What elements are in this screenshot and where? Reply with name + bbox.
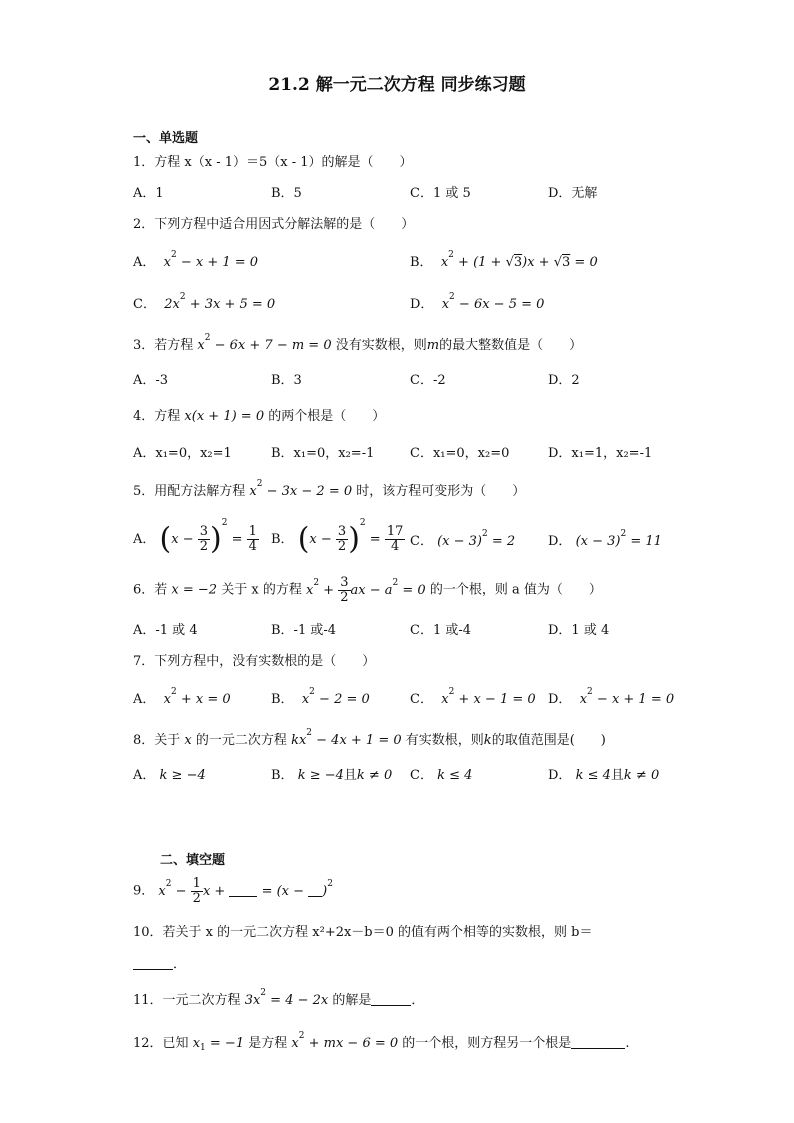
equation: $x^2 - 3x - 2 = 0$ bbox=[249, 479, 353, 499]
equation: $(x - 3)^2 = 11$ bbox=[575, 529, 662, 549]
question-1-option-b[interactable]: B．5 bbox=[271, 186, 302, 201]
equation: (x − $\frac{3}{2}$ )$^2$ = $\frac{17}{4}$ bbox=[297, 518, 404, 557]
question-4-stem: 4．方程 x(x + 1) = 0 的两个根是（ ） bbox=[133, 409, 386, 424]
answer-blank[interactable] bbox=[229, 884, 257, 897]
option-label: D． bbox=[410, 297, 434, 312]
page-title: 21.2 解一元二次方程 同步练习题 bbox=[268, 75, 526, 95]
question-4-option-b[interactable]: B．x₁=0，x₂=-1 bbox=[271, 446, 375, 461]
question-8-option-a[interactable]: A． k ≥ −4 bbox=[133, 768, 206, 783]
variable-x: x bbox=[184, 733, 192, 748]
question-3-stem: 3．若方程 $x^2 - 6x + 7 - m = 0$ 没有实数根，则m的最大整数值是（ ） bbox=[133, 333, 583, 353]
inequality: k ≥ −4 bbox=[159, 768, 206, 783]
equation: $x^2 - 6x - 5 = 0$ bbox=[437, 292, 545, 312]
answer-blank[interactable] bbox=[571, 1036, 625, 1049]
question-7-stem: 7．下列方程中，没有实数根的是（ ） bbox=[133, 654, 376, 669]
question-7-option-a[interactable]: A． $x^2 + x = 0$ bbox=[133, 687, 231, 707]
equation: (x − $\frac{3}{2}$ )$^2$ = $\frac{1}{4}$ bbox=[159, 518, 257, 557]
question-8-stem: 8．关于 x 的一元二次方程 $kx^2 - 4x + 1 = 0$ 有实数根，则k的取值范围是( ) bbox=[133, 728, 606, 748]
question-4-option-c[interactable]: C．x₁=0，x₂=0 bbox=[410, 446, 510, 461]
equation: $x_1 = -1$ bbox=[192, 1036, 245, 1053]
question-2-option-a[interactable] bbox=[133, 250, 258, 270]
question-3-option-a[interactable]: A．-3 bbox=[133, 373, 169, 388]
question-2-option-b[interactable] bbox=[410, 250, 598, 270]
answer-blank[interactable] bbox=[133, 957, 173, 970]
equation: x(x + 1) = 0 bbox=[184, 409, 265, 424]
equation: $2x^2 + 3x + 5 = 0$ bbox=[160, 292, 276, 312]
answer-blank[interactable] bbox=[371, 993, 411, 1006]
question-6-option-b[interactable]: B．-1 或-4 bbox=[271, 623, 337, 638]
equation: $x^2 + (1 + √3)x + √3 = 0$ bbox=[436, 250, 598, 270]
question-12-stem: 12．已知 $x_1 = -1$ 是方程 $x^2$ + mx − 6 = 0 的一个根，则方程另一个根是 . bbox=[133, 1031, 630, 1053]
question-8-option-b[interactable]: B． k ≥ −4且k ≠ 0 bbox=[271, 768, 393, 783]
equation: $x^2 + x = 0$ bbox=[159, 687, 231, 707]
question-1-option-d[interactable]: D．无解 bbox=[548, 186, 598, 201]
question-8-option-d[interactable]: D． k ≤ 4且k ≠ 0 bbox=[548, 768, 660, 783]
question-11-stem: 11．一元二次方程 $3x^2 = 4 - 2x$ 的解是 ． bbox=[133, 988, 425, 1008]
equation: $x^2 - x + 1 = 0$ bbox=[575, 687, 675, 707]
question-2-stem: 2．下列方程中适合用因式分解法解的是（ ） bbox=[133, 217, 415, 232]
question-8-option-c[interactable]: C． k ≤ 4 bbox=[410, 768, 473, 783]
question-5-option-d[interactable]: D． $(x - 3)^2 = 11$ bbox=[548, 529, 662, 549]
option-label: B． bbox=[410, 255, 433, 270]
question-4-option-d[interactable]: D．x₁=1，x₂=-1 bbox=[548, 446, 653, 461]
option-label: C． bbox=[133, 297, 156, 312]
section-heading-fill-in: 二、填空题 bbox=[160, 853, 226, 868]
question-5-stem: 5．用配方法解方程 $x^2 - 3x - 2 = 0$ 时，该方程可变形为（ ） bbox=[133, 479, 526, 499]
question-10-stem: 10．若关于 x 的一元二次方程 x²+2x－b＝0 的值有两个相等的实数根，则 b＝ bbox=[133, 925, 593, 940]
question-1-option-c[interactable]: C．1 或 5 bbox=[410, 186, 471, 201]
question-3-option-d[interactable]: D．2 bbox=[548, 373, 580, 388]
question-7-option-b[interactable]: B． $x^2 - 2 = 0$ bbox=[271, 687, 370, 707]
equation: $3x^2 = 4 - 2x$ bbox=[244, 988, 329, 1008]
equation: $x^2$ + $\frac{3}{2}$ ax − $a^2 = 0$ bbox=[305, 575, 426, 605]
inequality: k ≤ 4且k ≠ 0 bbox=[575, 768, 660, 783]
answer-blank[interactable] bbox=[308, 884, 322, 897]
equation: $x^2 - x + 1 = 0$ bbox=[159, 250, 259, 270]
question-9-stem: 9． $x^2$ − $\frac{1}{2}$ x + = $(x - )^2$ bbox=[133, 876, 333, 906]
question-5-option-b[interactable]: B． (x − $\frac{3}{2}$ )$^2$ = $\frac{17}{4}$ bbox=[271, 518, 404, 557]
equation: $(x - 3)^2 = 2$ bbox=[437, 529, 516, 549]
question-10-blank-line: ． bbox=[133, 953, 186, 972]
question-2-option-d[interactable] bbox=[410, 292, 544, 312]
question-7-option-d[interactable]: D． $x^2 - x + 1 = 0$ bbox=[548, 687, 675, 707]
equation: $kx^2 - 4x + 1 = 0$ bbox=[291, 728, 402, 748]
variable-m: m bbox=[426, 338, 440, 353]
question-5-option-c[interactable]: C． $(x - 3)^2 = 2$ bbox=[410, 529, 516, 549]
equation: $x^2 - 2 = 0$ bbox=[297, 687, 370, 707]
question-1-option-a[interactable]: A．1 bbox=[133, 186, 164, 201]
question-2-option-c[interactable] bbox=[133, 292, 275, 312]
question-1-stem: 1．方程 x（x - 1）＝5（x - 1）的解是（ ） bbox=[133, 155, 413, 170]
question-6-stem: 6．若 x = −2 关于 x 的方程 $x^2$ + $\frac{3}{2}$ ax − $a^2 = 0$ 的一个根，则 a 值为（ ） bbox=[133, 575, 602, 605]
equation: $x^2 + x - 1 = 0$ bbox=[437, 687, 536, 707]
equation: $x^2 - 6x + 7 - m = 0$ bbox=[197, 333, 332, 353]
equation: $x^2$ − $\frac{1}{2}$ x + = $(x - )^2$ bbox=[158, 876, 333, 906]
equation: $x^2$ + mx − 6 = 0 bbox=[291, 1031, 399, 1051]
question-6-option-c[interactable]: C．1 或-4 bbox=[410, 623, 472, 638]
question-5-option-a[interactable]: A． (x − $\frac{3}{2}$ )$^2$ = $\frac{1}{4}$ bbox=[133, 518, 257, 557]
inequality: k ≤ 4 bbox=[437, 768, 473, 783]
equation: x = −2 bbox=[171, 582, 218, 598]
inequality: k ≥ −4且k ≠ 0 bbox=[297, 768, 393, 783]
option-label: A． bbox=[133, 255, 156, 270]
question-6-option-d[interactable]: D．1 或 4 bbox=[548, 623, 610, 638]
question-3-option-c[interactable]: C．-2 bbox=[410, 373, 446, 388]
question-4-option-a[interactable]: A．x₁=0，x₂=1 bbox=[133, 446, 232, 461]
question-6-option-a[interactable]: A．-1 或 4 bbox=[133, 623, 198, 638]
question-7-option-c[interactable]: C． $x^2 + x - 1 = 0$ bbox=[410, 687, 536, 707]
section-heading-single-choice: 一、单选题 bbox=[133, 131, 199, 146]
question-3-option-b[interactable]: B．3 bbox=[271, 373, 302, 388]
variable-k: k bbox=[483, 733, 492, 748]
